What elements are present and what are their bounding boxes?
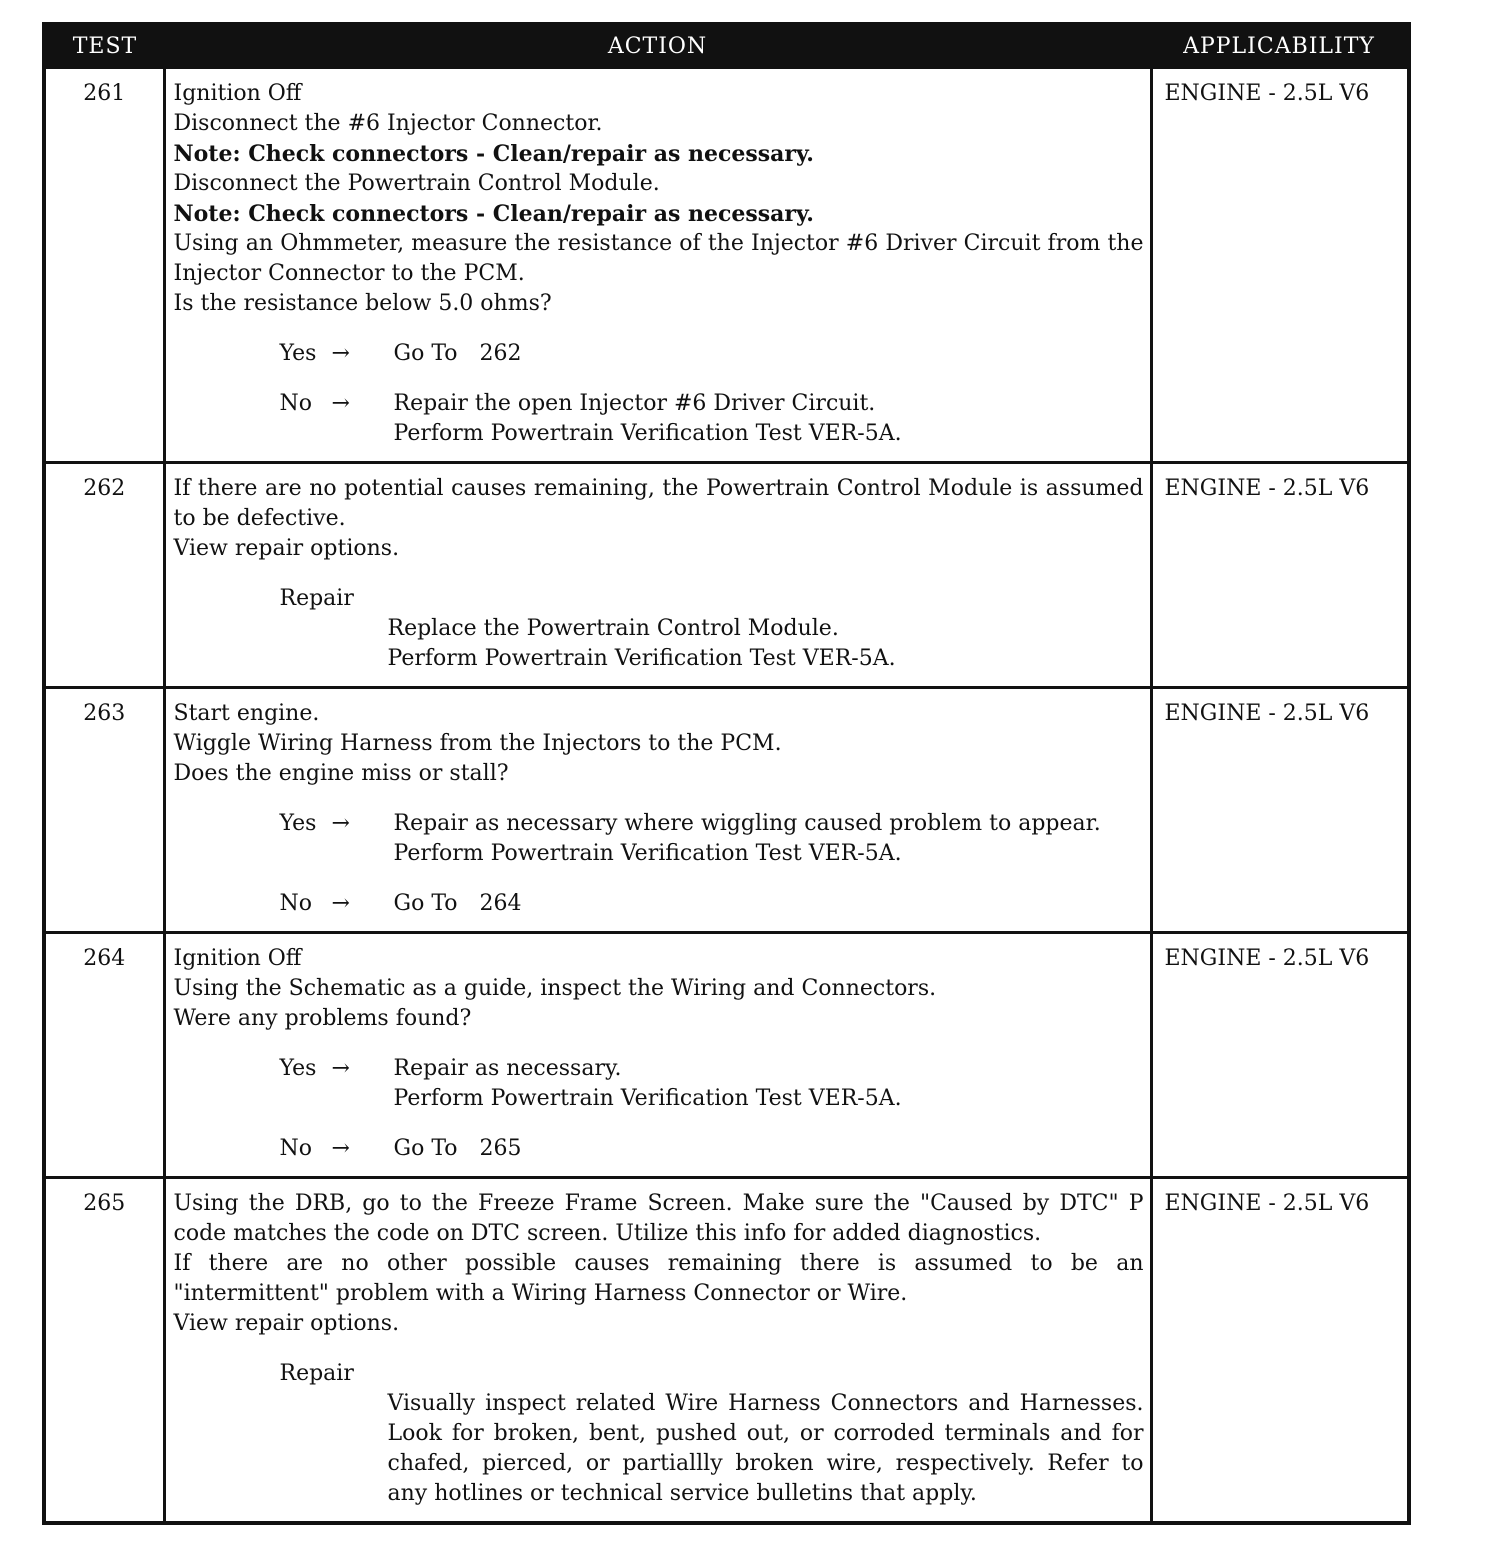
yes-label: Yes — [279, 811, 317, 836]
applicability-cell: ENGINE - 2.5L V6 — [1151, 68, 1409, 463]
header-test: TEST — [44, 24, 164, 68]
test-number: 262 — [44, 463, 164, 688]
result-line: Repair the open Injector #6 Driver Circuit. — [393, 391, 876, 416]
action-line: View repair options. — [173, 536, 400, 561]
header-applicability: APPLICABILITY — [1151, 24, 1409, 68]
test-number: 261 — [44, 68, 164, 463]
action-line: If there are no other possible causes remaining there is assumed to be an "intermittent" problem with a Wiring Harness Connector or Wire. — [173, 1251, 1144, 1306]
action-cell — [164, 688, 1151, 933]
goto-result — [394, 1134, 1144, 1164]
result-line: Repair as necessary where wiggling caused problem to appear. — [393, 811, 1101, 836]
no-branch — [280, 1134, 1144, 1164]
repair-line: Perform Powertrain Verification Test VER-5A. — [387, 646, 896, 671]
action-line: Ignition Off — [173, 81, 302, 106]
repair-label: Repair — [279, 586, 354, 611]
goto-test-link[interactable]: 265 — [479, 1136, 522, 1161]
action-line: Disconnect the #6 Injector Connector. — [173, 111, 603, 136]
question-line: Does the engine miss or stall? — [173, 761, 509, 786]
repair-line: Replace the Powertrain Control Module. — [387, 616, 839, 641]
applicability-cell: ENGINE - 2.5L V6 — [1151, 463, 1409, 688]
repair-steps — [388, 614, 1144, 674]
test-number: 265 — [44, 1178, 164, 1524]
action-line: Wiggle Wiring Harness from the Injectors to the PCM. — [173, 731, 782, 756]
no-label: No — [279, 1136, 312, 1161]
no-label: No — [279, 391, 312, 416]
action-line: Start engine. — [173, 701, 320, 726]
result-line: Perform Powertrain Verification Test VER-5A. — [393, 841, 902, 866]
arrow-right-icon: → — [331, 891, 350, 916]
no-branch — [280, 889, 1144, 919]
result-line: Repair as necessary. — [393, 1056, 622, 1081]
test-number: 263 — [44, 688, 164, 933]
no-label: No — [279, 891, 312, 916]
action-line: Ignition Off — [173, 946, 302, 971]
goto-label: Go To — [393, 891, 458, 916]
arrow-right-icon: → — [331, 1056, 350, 1081]
note-line: Note: Check connectors - Clean/repair as necessary. — [173, 141, 814, 167]
repair-steps — [388, 1389, 1144, 1509]
applicability-cell: ENGINE - 2.5L V6 — [1151, 933, 1409, 1178]
yes-label: Yes — [279, 1056, 317, 1081]
action-cell — [164, 933, 1151, 1178]
no-branch — [280, 389, 1144, 449]
action-line: Using the Schematic as a guide, inspect the Wiring and Connectors. — [173, 976, 937, 1001]
table-row — [44, 688, 1409, 933]
result-line: Perform Powertrain Verification Test VER-5A. — [393, 421, 902, 446]
branch-result — [394, 389, 1144, 449]
action-cell — [164, 463, 1151, 688]
note-line: Note: Check connectors - Clean/repair as necessary. — [173, 201, 814, 227]
goto-label: Go To — [393, 341, 458, 366]
arrow-right-icon: → — [331, 341, 350, 366]
repair-line: Visually inspect related Wire Harness Connectors and Harnesses. Look for broken, bent, pushed out, or corroded terminals and for chafed, pierced, or partiallly broken wire, respectively. Refer to any hotlines or technical service bulletins that apply. — [387, 1391, 1144, 1506]
goto-test-link[interactable]: 264 — [479, 891, 522, 916]
goto-result — [394, 339, 1144, 369]
header-action: ACTION — [164, 24, 1151, 68]
repair-label: Repair — [279, 1361, 354, 1386]
applicability-cell: ENGINE - 2.5L V6 — [1151, 688, 1409, 933]
goto-label: Go To — [393, 1136, 458, 1161]
question-line: Is the resistance below 5.0 ohms? — [173, 291, 552, 316]
table-row — [44, 933, 1409, 1178]
yes-branch — [280, 1054, 1144, 1114]
action-line: Using an Ohmmeter, measure the resistance of the Injector #6 Driver Circuit from the Injector Connector to the PCM. — [173, 231, 1144, 286]
action-line: Disconnect the Powertrain Control Module. — [173, 171, 660, 196]
table-header — [44, 24, 1409, 68]
result-line: Perform Powertrain Verification Test VER-5A. — [393, 1086, 902, 1111]
action-line: If there are no potential causes remaining, the Powertrain Control Module is assumed to be defective. — [173, 476, 1144, 531]
yes-branch — [280, 809, 1144, 869]
branch-result — [394, 1054, 1144, 1114]
diagnostic-test-table — [42, 22, 1411, 1525]
table-row — [44, 68, 1409, 463]
action-cell — [164, 1178, 1151, 1524]
test-number: 264 — [44, 933, 164, 1178]
goto-test-link[interactable]: 262 — [479, 341, 522, 366]
yes-label: Yes — [279, 341, 317, 366]
table-row — [44, 463, 1409, 688]
action-cell — [164, 68, 1151, 463]
action-line: Using the DRB, go to the Freeze Frame Screen. Make sure the "Caused by DTC" P code matches the code on DTC screen. Utilize this info for added diagnostics. — [173, 1191, 1144, 1246]
branch-result — [394, 809, 1144, 869]
table-row — [44, 1178, 1409, 1524]
arrow-right-icon: → — [331, 391, 350, 416]
goto-result — [394, 889, 1144, 919]
yes-branch — [280, 339, 1144, 369]
question-line: Were any problems found? — [173, 1006, 472, 1031]
applicability-cell: ENGINE - 2.5L V6 — [1151, 1178, 1409, 1524]
arrow-right-icon: → — [331, 1136, 350, 1161]
action-line: View repair options. — [173, 1311, 400, 1336]
arrow-right-icon: → — [331, 811, 350, 836]
